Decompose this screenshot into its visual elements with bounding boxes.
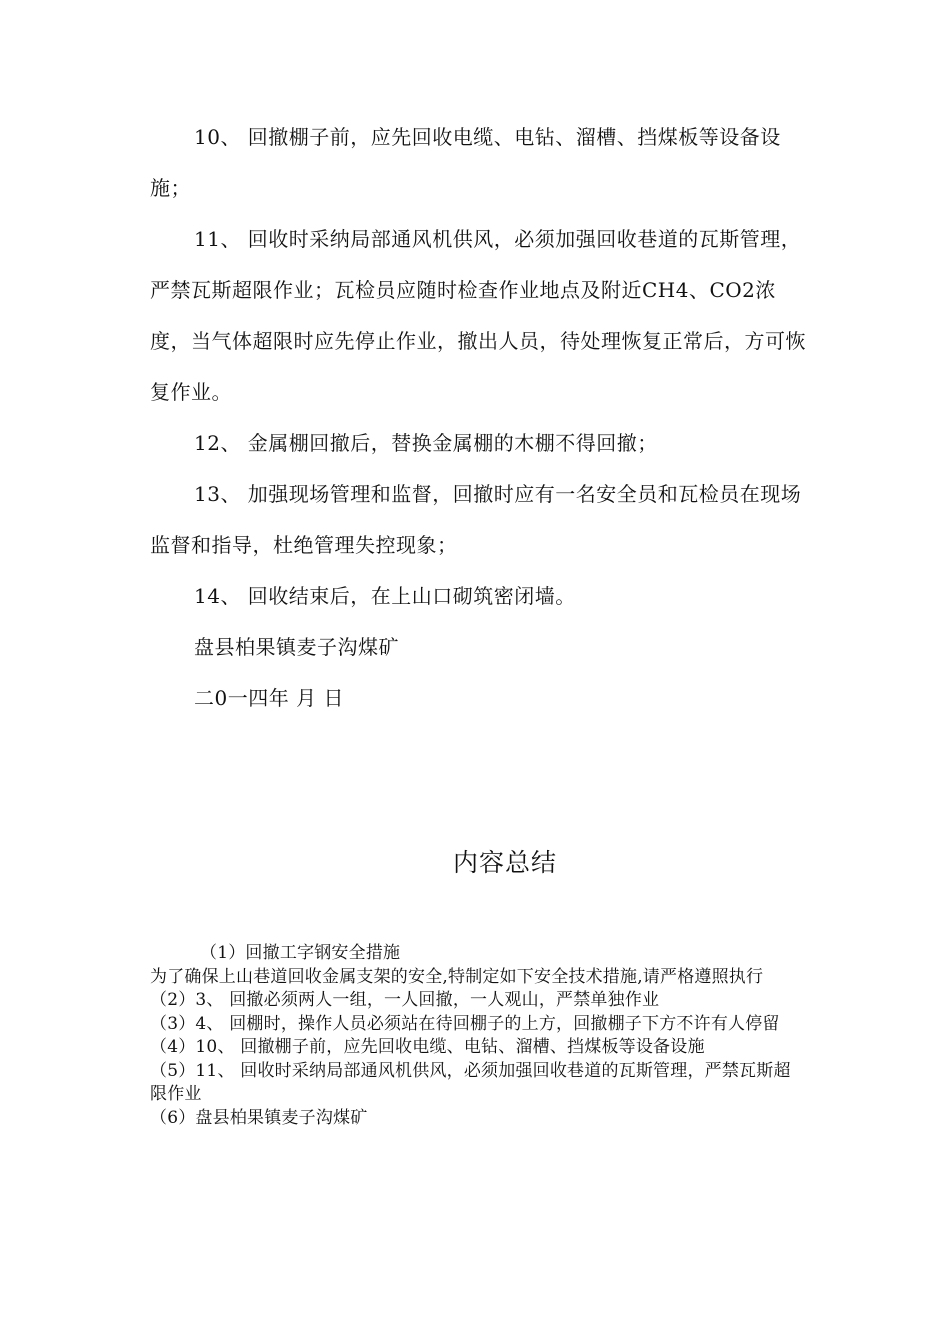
paragraph-item-12: 12、 金属棚回撤后，替换金属棚的木棚不得回撤；: [194, 431, 658, 455]
summary-item: （1）回撤工字钢安全措施: [200, 943, 401, 963]
paragraph-item-10: 10、 回撤棚子前，应先回收电缆、电钻、溜槽、挡煤板等设备设施；: [150, 125, 781, 200]
paragraph-item-13: 13、 加强现场管理和监督，回撤时应有一名安全员和瓦检员在现场监督和指导，杜绝管理失控现象；: [150, 482, 802, 557]
paragraph-item-14: 14、 回收结束后，在上山口砌筑密闭墙。: [194, 584, 576, 608]
paragraph-item-11: 11、 回收时采纳局部通风机供风，必须加强回收巷道的瓦斯管理，严禁瓦斯超限作业；瓦检员应随时检查作业地点及附近CH4、CO2浓度，当气体超限时应先停止作业，撤出人员，待处理恢复正常后，方可恢复作业。: [150, 227, 806, 404]
signature-date: 二0一四年 月 日: [194, 686, 344, 710]
body-text: [150, 112, 810, 724]
summary-title: 内容总结: [452, 848, 557, 877]
summary-item: （4）10、 回撤棚子前，应先回收电缆、电钻、溜槽、挡煤板等设备设施: [150, 1037, 705, 1057]
signature-organization: 盘县柏果镇麦子沟煤矿: [194, 635, 399, 659]
summary-item: （3）4、 回棚时，操作人员必须站在待回棚子的上方，回撤棚子下方不许有人停留: [150, 1013, 780, 1034]
summary-item: （5）11、 回收时采纳局部通风机供风，必须加强回收巷道的瓦斯管理，严禁瓦斯超限作业: [150, 1060, 791, 1104]
summary-item: （6）盘县柏果镇麦子沟煤矿: [150, 1107, 368, 1128]
summary-item: （2）3、 回撤必须两人一组，一人回撤，一人观山，严禁单独作业: [150, 990, 660, 1010]
summary-list: [150, 942, 805, 1130]
summary-item: 为了确保上山巷道回收金属支架的安全,特制定如下安全技术措施,请严格遵照执行: [150, 966, 764, 987]
